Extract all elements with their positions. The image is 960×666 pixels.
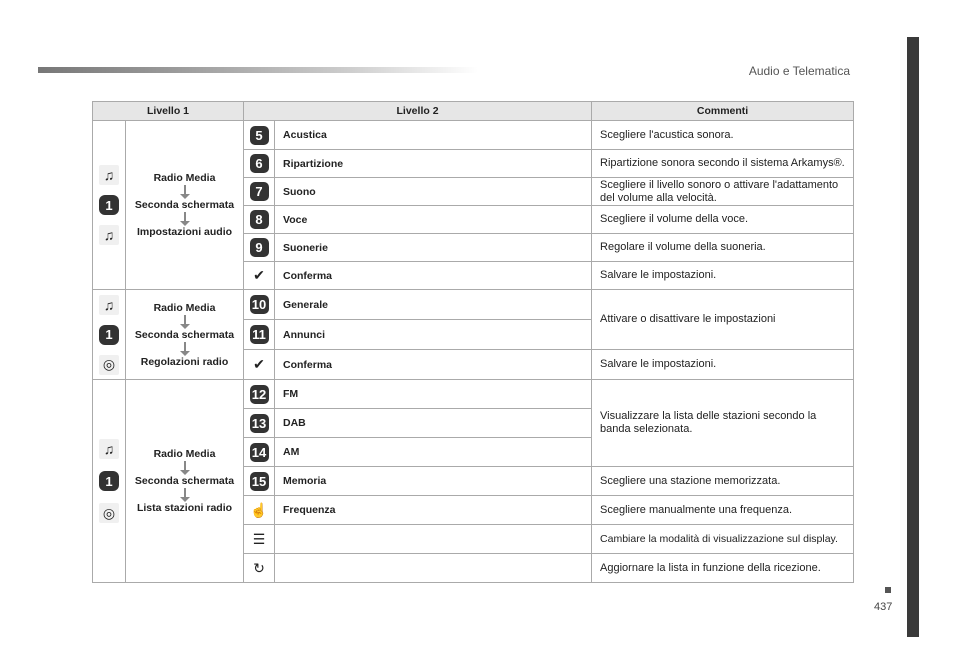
number-badge: 5 — [250, 126, 269, 145]
down-arrow-icon — [184, 315, 186, 325]
number-badge: 12 — [250, 385, 269, 404]
refresh-icon: ↻ — [253, 559, 265, 576]
flow-step: Seconda schermata — [134, 475, 235, 487]
option-comment: Regolare il volume della suoneria. — [592, 234, 854, 262]
flow-step: Seconda schermata — [134, 199, 235, 211]
music-settings-icon: ♫ — [99, 225, 119, 245]
settings-table — [92, 101, 854, 583]
flow-step: Radio Media — [153, 301, 216, 314]
option-label: Annunci — [275, 320, 592, 350]
number-badge: 10 — [250, 295, 269, 314]
option-label: Acustica — [275, 121, 592, 150]
option-comment: Attivare o disattivare le impostazioni — [592, 290, 854, 350]
option-label — [275, 554, 592, 583]
down-arrow-icon — [184, 185, 186, 195]
down-arrow-icon — [184, 342, 186, 352]
checkmark-icon: ✔ — [253, 267, 265, 283]
header-level2: Livello 2 — [244, 102, 592, 121]
radio-list-icon: ◎ — [99, 503, 119, 523]
down-arrow-icon — [184, 461, 186, 471]
down-arrow-icon — [184, 212, 186, 222]
down-arrow-icon — [184, 488, 186, 498]
option-label: Ripartizione — [275, 150, 592, 178]
flow-step: Seconda schermata — [134, 328, 235, 341]
flow-step: Radio Media — [153, 448, 216, 460]
option-label: DAB — [275, 409, 592, 438]
option-label: Conferma — [275, 262, 592, 290]
option-label: Memoria — [275, 467, 592, 496]
display-mode-icon: ☰ — [252, 530, 266, 547]
flow-step: Radio Media — [153, 172, 216, 184]
option-label: AM — [275, 438, 592, 467]
header-comments: Commenti — [592, 102, 854, 121]
header-gradient-bar — [38, 67, 478, 73]
number-badge: 14 — [250, 443, 269, 462]
number-badge: 8 — [250, 210, 269, 229]
option-comment: Aggiornare la lista in funzione della ricezione. — [592, 554, 854, 583]
page-number: 437 — [874, 601, 893, 613]
group1-flow — [126, 121, 244, 290]
option-label — [275, 525, 592, 554]
music-note-icon: ♫ — [99, 295, 119, 315]
number-badge: 9 — [250, 238, 269, 257]
option-comment: Visualizzare la lista delle stazioni secondo la banda selezionata. — [592, 380, 854, 467]
number-badge: 6 — [250, 154, 269, 173]
flow-step: Lista stazioni radio — [136, 502, 233, 514]
option-label: Suonerie — [275, 234, 592, 262]
option-comment: Ripartizione sonora secondo il sistema Arkamys®. — [592, 150, 854, 178]
group2-icons — [93, 290, 126, 380]
flow-step: Regolazioni radio — [140, 355, 229, 368]
group3-flow — [126, 380, 244, 583]
header-level1: Livello 1 — [93, 102, 244, 121]
option-label: Voce — [275, 206, 592, 234]
option-label: Frequenza — [275, 496, 592, 525]
music-note-icon: ♫ — [99, 439, 119, 459]
number-badge: 11 — [250, 325, 269, 344]
option-comment: Scegliere il livello sonoro o attivare l'adattamento del volume alla velocità. — [592, 178, 854, 206]
side-tab-bar — [907, 37, 919, 637]
option-comment: Scegliere una stazione memorizzata. — [592, 467, 854, 496]
step-badge: 1 — [99, 471, 119, 491]
option-comment: Scegliere manualmente una frequenza. — [592, 496, 854, 525]
music-note-icon: ♫ — [99, 165, 119, 185]
option-label: Suono — [275, 178, 592, 206]
option-label: FM — [275, 380, 592, 409]
frequency-touch-icon: ☝ — [250, 501, 268, 518]
group2-flow — [126, 290, 244, 380]
number-badge: 7 — [250, 182, 269, 201]
step-badge: 1 — [99, 195, 119, 215]
section-title: Audio e Telematica — [748, 64, 850, 78]
option-label: Generale — [275, 290, 592, 320]
flow-step: Impostazioni audio — [136, 226, 233, 238]
group1-icons — [93, 121, 126, 290]
group3-icons — [93, 380, 126, 583]
checkmark-icon: ✔ — [253, 356, 265, 372]
option-comment: Cambiare la modalità di visualizzazione sul display. — [592, 525, 854, 554]
option-comment: Scegliere il volume della voce. — [592, 206, 854, 234]
radio-settings-icon: ◎ — [99, 355, 119, 375]
option-label: Conferma — [275, 350, 592, 380]
number-badge: 13 — [250, 414, 269, 433]
option-comment: Scegliere l'acustica sonora. — [592, 121, 854, 150]
step-badge: 1 — [99, 325, 119, 345]
number-badge: 15 — [250, 472, 269, 491]
option-comment: Salvare le impostazioni. — [592, 350, 854, 380]
page-marker — [885, 587, 891, 593]
option-comment: Salvare le impostazioni. — [592, 262, 854, 290]
